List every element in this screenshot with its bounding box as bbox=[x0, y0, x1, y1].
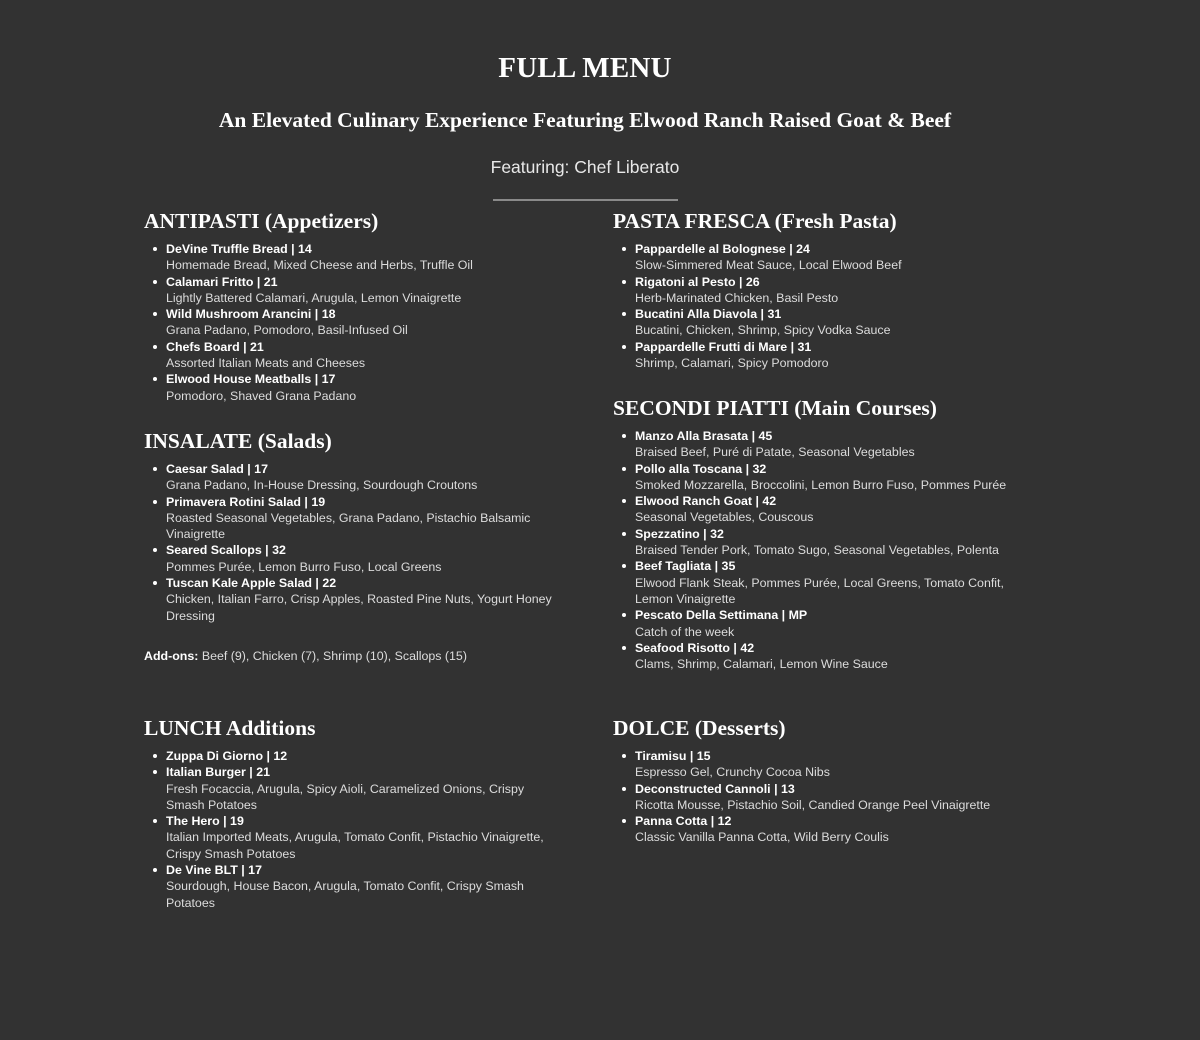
section-heading: DOLCE (Desserts) bbox=[613, 716, 786, 740]
menu-item-name: Bucatini Alla Diavola | 31 bbox=[635, 307, 782, 322]
menu-item-description: Assorted Italian Meats and Cheeses bbox=[166, 356, 366, 371]
menu-item bbox=[166, 241, 554, 274]
menu-list bbox=[144, 461, 554, 624]
header-divider bbox=[493, 199, 678, 201]
menu-item bbox=[635, 428, 1033, 461]
menu-item-name: Elwood Ranch Goat | 42 bbox=[635, 494, 777, 509]
menu-item-description: Bucatini, Chicken, Shrimp, Spicy Vodka Sauce bbox=[635, 323, 891, 338]
menu-item-description: Sourdough, House Bacon, Arugula, Tomato Confit, Crispy Smash Potatoes bbox=[166, 879, 524, 910]
section-lunch bbox=[144, 716, 554, 911]
menu-item-description: Ricotta Mousse, Pistachio Soil, Candied Orange Peel Vinaigrette bbox=[635, 797, 991, 812]
menu-item bbox=[166, 575, 554, 624]
menu-item-name: Pappardelle al Bolognese | 24 bbox=[635, 242, 810, 256]
menu-item-description: Braised Beef, Puré di Patate, Seasonal Vegetables bbox=[635, 445, 915, 460]
menu-item-name: Elwood House Meatballs | 17 bbox=[166, 372, 336, 387]
menu-item-description: Pomodoro, Shaved Grana Padano bbox=[166, 388, 357, 403]
menu-item-name: Pappardelle Frutti di Mare | 31 bbox=[635, 339, 812, 354]
addons-text: Beef (9), Chicken (7), Shrimp (10), Scallops (15) bbox=[201, 649, 467, 663]
menu-item-name: Chefs Board | 21 bbox=[166, 339, 264, 354]
section-secondi bbox=[613, 396, 1033, 672]
menu-item bbox=[635, 640, 1033, 673]
menu-item-name: Beef Tagliata | 35 bbox=[635, 559, 736, 574]
menu-item bbox=[166, 339, 554, 372]
menu-item-description: Smoked Mozzarella, Broccolini, Lemon Burro Fuso, Pommes Purée bbox=[635, 477, 1007, 492]
menu-item-name: Panna Cotta | 12 bbox=[635, 814, 732, 829]
menu-item-description: Lightly Battered Calamari, Arugula, Lemon Vinaigrette bbox=[166, 290, 462, 305]
menu-item bbox=[635, 781, 1033, 814]
menu-item-description: Braised Tender Pork, Tomato Sugo, Seasonal Vegetables, Polenta bbox=[635, 543, 999, 558]
menu-item bbox=[635, 306, 1033, 339]
menu-item bbox=[635, 274, 1033, 307]
menu-item bbox=[166, 542, 554, 575]
section-heading: SECONDI PIATTI (Main Courses) bbox=[613, 396, 937, 420]
menu-item-name: Pollo alla Toscana | 32 bbox=[635, 461, 767, 476]
menu-item-name: Seafood Risotto | 42 bbox=[635, 640, 755, 655]
menu-item bbox=[166, 748, 554, 764]
menu-item-description: Elwood Flank Steak, Pommes Purée, Local Greens, Tomato Confit, Lemon Vinaigrette bbox=[635, 575, 1004, 606]
menu-item-description: Roasted Seasonal Vegetables, Grana Padano, Pistachio Balsamic Vinaigrette bbox=[166, 510, 531, 542]
menu-item-description: Seasonal Vegetables, Couscous bbox=[635, 510, 814, 525]
menu-item bbox=[166, 274, 554, 307]
menu-item-name: Zuppa Di Giorno | 12 bbox=[166, 749, 288, 763]
menu-item bbox=[635, 526, 1033, 559]
menu-item-name: Calamari Fritto | 21 bbox=[166, 274, 278, 289]
menu-item-description: Classic Vanilla Panna Cotta, Wild Berry Coulis bbox=[635, 830, 889, 845]
menu-item-name: Primavera Rotini Salad | 19 bbox=[166, 494, 326, 509]
menu-item-name: Pescato Della Settimana | MP bbox=[635, 608, 808, 623]
menu-item bbox=[166, 461, 554, 494]
menu-item bbox=[166, 494, 554, 543]
menu-item bbox=[635, 558, 1033, 607]
addons-label: Add-ons: bbox=[144, 649, 199, 663]
menu-item bbox=[166, 306, 554, 339]
menu-item-description: Grana Padano, In-House Dressing, Sourdough Croutons bbox=[166, 478, 478, 493]
section-dolce bbox=[613, 716, 1033, 846]
menu-item-description: Slow-Simmered Meat Sauce, Local Elwood Beef bbox=[635, 258, 902, 273]
menu-item bbox=[166, 371, 554, 404]
menu-item bbox=[635, 607, 1033, 640]
menu-item-name: Seared Scallops | 32 bbox=[166, 543, 286, 558]
menu-item-description: Shrimp, Calamari, Spicy Pomodoro bbox=[635, 356, 829, 371]
menu-item-description: Pommes Purée, Lemon Burro Fuso, Local Greens bbox=[166, 559, 442, 574]
menu-item-name: Wild Mushroom Arancini | 18 bbox=[166, 307, 336, 322]
menu-item-name: Manzo Alla Brasata | 45 bbox=[635, 429, 773, 443]
menu-list bbox=[144, 748, 554, 911]
menu-list bbox=[613, 428, 1033, 672]
section-antipasti bbox=[144, 209, 554, 404]
menu-item-name: The Hero | 19 bbox=[166, 814, 244, 829]
menu-item-description: Clams, Shrimp, Calamari, Lemon Wine Sauce bbox=[635, 657, 888, 672]
section-insalate bbox=[144, 429, 554, 624]
menu-item-name: Rigatoni al Pesto | 26 bbox=[635, 274, 760, 289]
menu-item bbox=[635, 461, 1033, 494]
menu-item-description: Fresh Focaccia, Arugula, Spicy Aioli, Caramelized Onions, Crispy Smash Potatoes bbox=[166, 781, 525, 812]
menu-list bbox=[144, 241, 554, 404]
section-heading: PASTA FRESCA (Fresh Pasta) bbox=[613, 209, 897, 233]
section-pasta bbox=[613, 209, 1033, 371]
menu-item-description: Grana Padano, Pomodoro, Basil-Infused Oil bbox=[166, 323, 408, 338]
section-heading: LUNCH Additions bbox=[144, 716, 316, 740]
addons-line bbox=[144, 648, 467, 664]
menu-item-name: Italian Burger | 21 bbox=[166, 765, 271, 780]
menu-item-description: Catch of the week bbox=[635, 624, 735, 639]
menu-item-name: Spezzatino | 32 bbox=[635, 526, 724, 541]
menu-item-name: Tiramisu | 15 bbox=[635, 749, 711, 763]
menu-item-description: Herb-Marinated Chicken, Basil Pesto bbox=[635, 290, 839, 305]
menu-item-name: DeVine Truffle Bread | 14 bbox=[166, 242, 312, 256]
menu-item bbox=[635, 493, 1033, 526]
page-title: FULL MENU bbox=[498, 52, 672, 84]
menu-item bbox=[166, 764, 554, 813]
menu-item bbox=[635, 748, 1033, 781]
menu-item bbox=[635, 241, 1033, 274]
menu-item-description: Italian Imported Meats, Arugula, Tomato Confit, Pistachio Vinaigrette, Crispy Smash Potatoes bbox=[166, 830, 544, 861]
menu-item bbox=[166, 862, 554, 911]
featuring-chef: Featuring: Chef Liberato bbox=[490, 157, 680, 177]
menu-item-name: Tuscan Kale Apple Salad | 22 bbox=[166, 576, 337, 591]
menu-item-name: Caesar Salad | 17 bbox=[166, 462, 268, 476]
menu-list bbox=[613, 241, 1033, 371]
menu-item-description: Homemade Bread, Mixed Cheese and Herbs, Truffle Oil bbox=[166, 258, 473, 273]
page-subtitle: An Elevated Culinary Experience Featuring Elwood Ranch Raised Goat & Beef bbox=[218, 108, 952, 132]
menu-item bbox=[635, 339, 1033, 372]
menu-list bbox=[613, 748, 1033, 846]
menu-item bbox=[166, 813, 554, 862]
menu-item-description: Espresso Gel, Crunchy Cocoa Nibs bbox=[635, 765, 830, 780]
section-heading: INSALATE (Salads) bbox=[144, 429, 332, 453]
menu-item-name: De Vine BLT | 17 bbox=[166, 863, 262, 878]
section-heading: ANTIPASTI (Appetizers) bbox=[144, 209, 379, 233]
menu-item-description: Chicken, Italian Farro, Crisp Apples, Roasted Pine Nuts, Yogurt Honey Dressing bbox=[166, 592, 552, 623]
menu-item-name: Deconstructed Cannoli | 13 bbox=[635, 781, 795, 796]
menu-item bbox=[635, 813, 1033, 846]
